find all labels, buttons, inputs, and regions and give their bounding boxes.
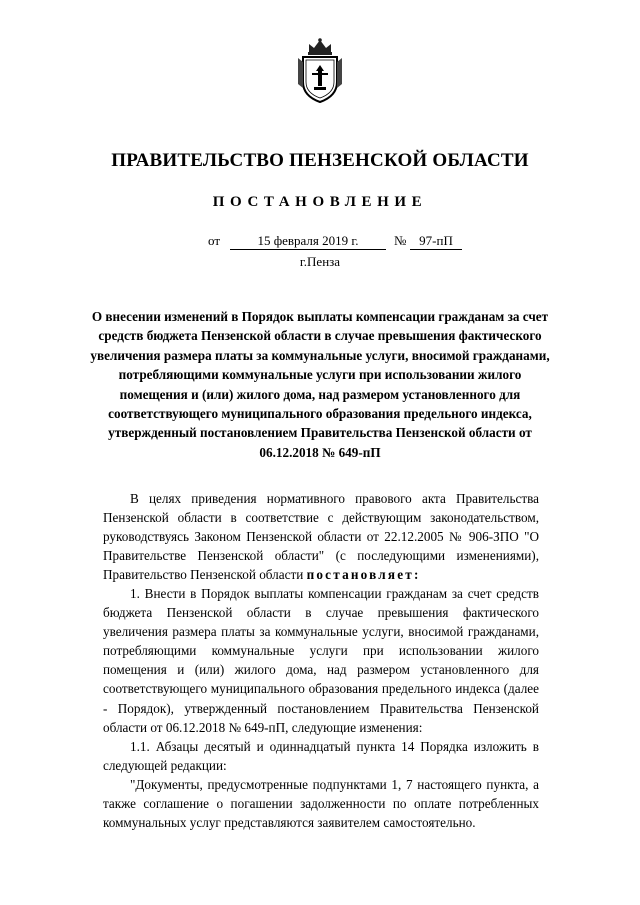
paragraph-item-1: 1. Внести в Порядок выплаты компенсации гражданам за счет средств бюджета Пензенской области в случае превышения фактического увеличения размера платы за коммунальные услуги, вносимой гражданами, потребляющими коммунальные услуги при использовании жилого помещения и (или) жилого дома, над размером установленного для соответствующего муниципального образования предельного индекса (далее - Порядок), утвержденный постановлением Правительства Пензенской области от 06.12.2018 № 649-пП, следующие изменения: [103,586,539,735]
city: г.Пенза [299,254,341,269]
date-prefix: от [208,233,221,248]
paragraph-quote: "Документы, предусмотренные подпунктами 1, 7 настоящего пункта, а также соглашение о погашении задолженности по оплате потребленных коммунальных услуг представляются заявителем самостоятельно. [103,776,539,830]
document-type: ПОСТАНОВЛЕНИЕ [212,194,428,210]
organization-name: ПРАВИТЕЛЬСТВО ПЕНЗЕНСКОЙ ОБЛАСТИ [111,150,529,171]
document-body [103,489,539,832]
preamble-text: В целях приведения нормативного правового акта Правительства Пензенской области в соответствие с действующим законодательством, руководствуясь Законом Пензенской области от 22.12.2005 № 906-ЗПО "О Правительстве Пензенской области" (с последующими изменениями), Правительство Пензенской области [103,491,539,583]
document-title: О внесении изменений в Порядок выплаты компенсации гражданам за счет средств бюджета Пензенской области в случае превышения фактического увеличения размера платы за коммунальные услуги, вносимой гражданами, потребляющими коммунальные услуги при использовании жилого помещения и (или) жилого дома, над размером установленного для соответствующего муниципального образования предельного индекса, утвержденный постановлением Правительства Пензенской области от 06.12.2018 № 649-пП [90,309,550,460]
document-date: 15 февраля 2019 г. [230,233,386,250]
date-number-line [208,233,468,251]
resolves-keyword: постановляет: [306,567,421,583]
document-number: 97-пП [410,233,462,250]
number-prefix: № [394,233,407,248]
paragraph-item-1-1: 1.1. Абзацы десятый и одиннадцатый пункта 14 Порядка изложить в следующей редакции: [103,738,539,773]
paragraph-preamble [103,489,539,584]
coat-of-arms-icon [295,38,345,106]
